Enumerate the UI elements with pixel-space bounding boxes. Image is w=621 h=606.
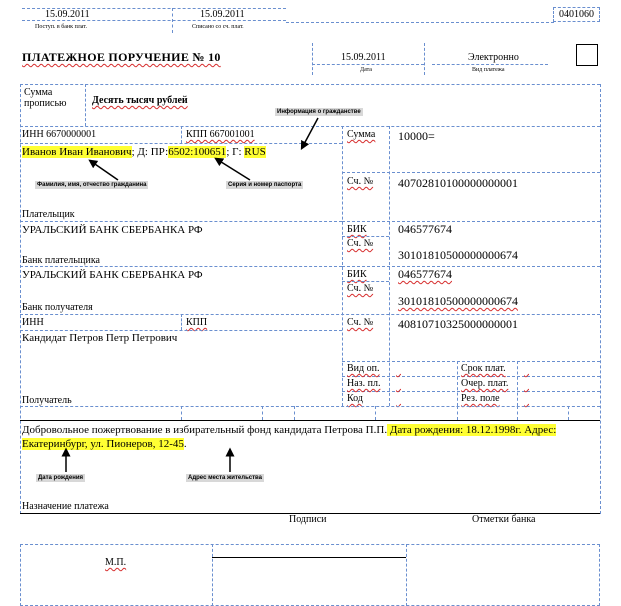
payer-bank-acc-label: Сч. № [347, 238, 374, 249]
date-received: 15.09.2011 [45, 9, 90, 20]
payee-bank-label: Банк получателя [22, 302, 93, 313]
payer-inn: ИНН 6670000001 [22, 129, 97, 140]
annotation-address: Адрес места жительства [188, 475, 262, 481]
kod-label: Код [347, 393, 363, 404]
arrow-passport [218, 160, 250, 180]
payment-type: Электронно [468, 52, 519, 63]
arrow-fio [92, 162, 118, 180]
payer-country: RUS [244, 146, 266, 158]
arrow-citizenship [303, 118, 318, 146]
document-title: ПЛАТЕЖНОЕ ПОРУЧЕНИЕ № 10 [22, 50, 221, 64]
amount-value: 10000= [398, 129, 435, 143]
document-date-caption: Дата [360, 67, 372, 73]
payer-account-value: 40702810100000000001 [398, 176, 518, 190]
amount-words-label-2: прописью [24, 98, 67, 109]
payer-bank-label: Банк плательщика [22, 255, 100, 266]
payer-bik-label: БИК [347, 224, 367, 235]
date-received-caption: Поступ. в банк плат. [35, 24, 87, 30]
payee-bank-name: УРАЛЬСКИЙ БАНК СБЕРБАНКА РФ [22, 269, 203, 281]
purpose-tail: . [183, 438, 187, 450]
signatures-label: Подписи [289, 514, 327, 525]
payment-type-caption: Вид платежа [472, 67, 505, 73]
purpose-address: Адрес: Екатеринбург, ул. Пионеров, 12-45 [22, 424, 557, 450]
annotation-passport: Серия и номер паспорта [228, 182, 302, 188]
payee-inn: ИНН [22, 317, 44, 328]
date-debited-caption: Списано со сч. плат. [192, 24, 244, 30]
bank-marks-label: Отметки банка [472, 514, 536, 525]
form-code: 0401060 [553, 7, 600, 22]
payee-acc-value: 40810710325000000001 [398, 317, 518, 331]
vid-op-label: Вид оп. [347, 363, 380, 374]
payer-bik-value: 046577674 [398, 222, 452, 236]
payer-name: Иванов Иван Иванович [22, 146, 132, 158]
payee-acc-label: Сч. № [347, 317, 374, 328]
purpose-label: Назначение платежа [22, 501, 109, 512]
payer-country-prefix: ; Г: [226, 146, 245, 158]
payer-bank-acc-value: 30101810500000000674 [398, 248, 518, 262]
amount-words-value: Десять тысяч рублей [92, 95, 188, 106]
payer-doc-prefix: ; Д: ПР: [131, 146, 169, 158]
payee-name: Кандидат Петров Петр Петрович [22, 332, 178, 344]
payer-bank-name: УРАЛЬСКИЙ БАНК СБЕРБАНКА РФ [22, 224, 203, 236]
purpose-birth: Дата рождения: 18.12.1998г. [387, 424, 522, 436]
payee-bank-acc-value: 30101810500000000674 [398, 294, 518, 308]
annotation-fio: Фамилия, имя, отчество гражданина [37, 182, 147, 188]
payee-kpp: КПП [186, 317, 208, 328]
payee-bik-label: БИК [347, 269, 367, 280]
rez-label: Рез. поле [461, 393, 500, 404]
payee-label: Получатель [22, 395, 72, 406]
annotation-citizenship: Информация о гражданстве [277, 109, 361, 115]
naz-pl-label: Наз. пл. [347, 378, 381, 389]
document-date: 15.09.2011 [341, 52, 386, 63]
purpose-main: Добровольное пожертвование в избирательный фонд кандидата Петрова П.П. [22, 424, 388, 436]
payer-account-label: Сч. № [347, 176, 374, 187]
annotation-birth: Дата рождения [38, 475, 84, 481]
amount-label: Сумма [347, 129, 376, 140]
srok-label: Срок плат. [461, 363, 506, 374]
payee-bik-value: 046577674 [398, 267, 452, 281]
payer-label: Плательщик [22, 209, 75, 220]
amount-words-label-1: Сумма [24, 87, 53, 98]
payer-kpp: КПП 667001001 [186, 129, 255, 140]
date-debited: 15.09.2011 [200, 9, 245, 20]
payer-passport: 6502:100651 [168, 146, 227, 158]
mp-label: М.П. [105, 557, 127, 568]
payee-bank-acc-label: Сч. № [347, 283, 374, 294]
ocher-label: Очер. плат. [461, 378, 509, 389]
